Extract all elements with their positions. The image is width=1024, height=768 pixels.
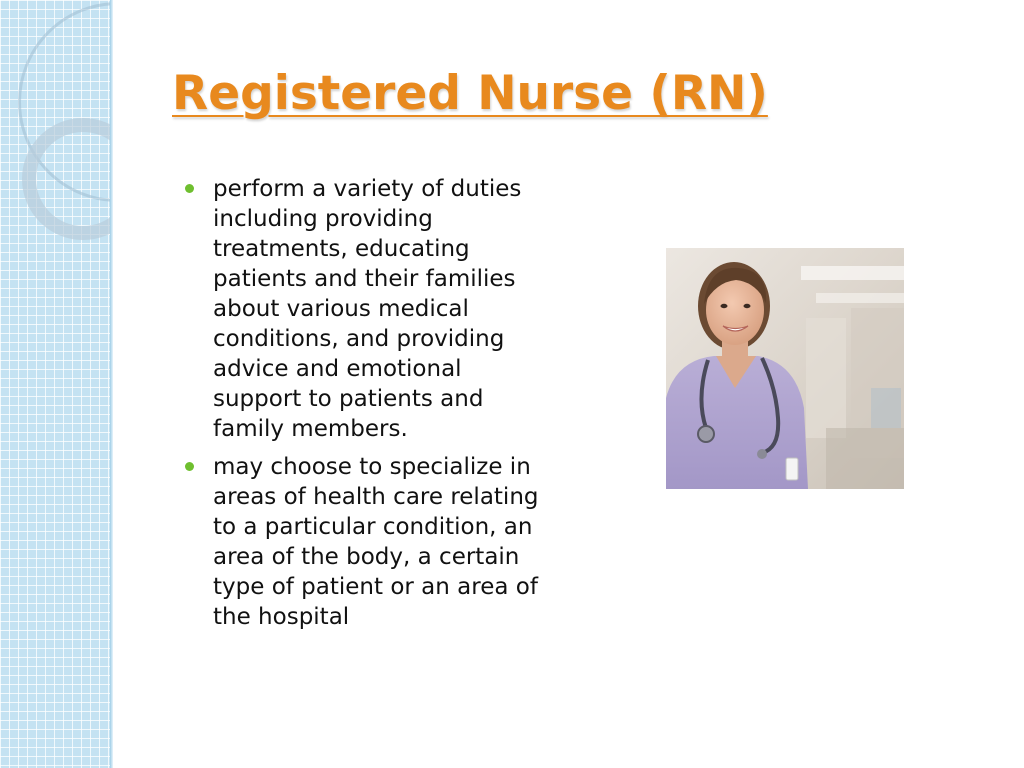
nurse-photo [666,248,904,489]
bullet-text: perform a variety of duties including providing treatments, educating patients and their families about various medical conditions, and providing advice and emotional support to patients and family members. [213,176,522,442]
bullet-dot-icon [185,184,194,193]
bullet-item [183,174,555,444]
bullet-dot-icon [185,462,194,471]
decorative-side-strip [0,0,113,768]
side-strip-edge [110,0,113,768]
bullet-text: may choose to specialize in areas of health care relating to a particular condition, an area of the body, a certain type of patient or an area of the hospital [213,454,539,630]
slide-title: Registered Nurse (RN) [172,66,768,121]
bullet-item [183,452,555,632]
nurse-illustration [666,248,904,489]
bullet-list [183,174,563,640]
